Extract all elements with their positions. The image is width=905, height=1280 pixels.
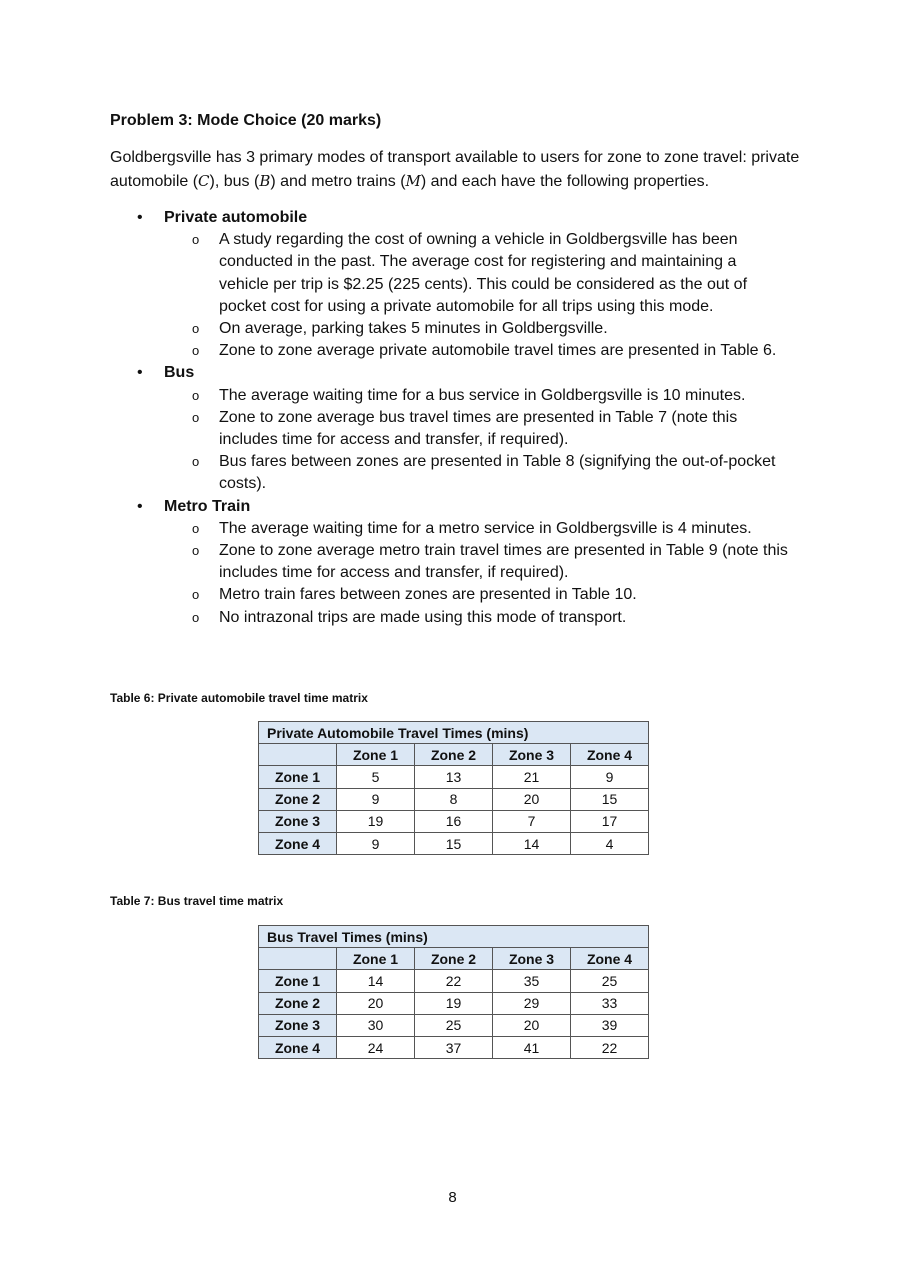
circle-bullet-icon: o (192, 343, 200, 359)
column-header: Zone 1 (337, 744, 415, 766)
column-header: Zone 3 (493, 948, 571, 970)
row-header: Zone 1 (259, 766, 337, 788)
corner-cell (259, 948, 337, 970)
table-row (259, 766, 649, 788)
list-item-text: Zone to zone average bus travel times are presented in Table 7 (note this includes time for access and transfer, if required). (219, 408, 738, 449)
table-cell: 14 (337, 970, 415, 992)
table-cell: 41 (493, 1036, 571, 1058)
list-item (164, 340, 789, 362)
row-header: Zone 3 (259, 1014, 337, 1036)
table-cell: 7 (493, 810, 571, 832)
table-cell: 29 (493, 992, 571, 1014)
list-item (164, 540, 789, 584)
list-item (164, 518, 789, 540)
intro-text-3: ) and metro trains ( (270, 172, 406, 190)
list-item-text: Zone to zone average metro train travel times are presented in Table 9 (note this includes time for access and transfer, if required). (219, 542, 788, 582)
sub-list (164, 385, 810, 496)
column-header: Zone 1 (337, 948, 415, 970)
column-header: Zone 2 (415, 744, 493, 766)
sub-list (164, 229, 810, 362)
circle-bullet-icon: o (192, 520, 200, 536)
list-item-text: On average, parking takes 5 minutes in Goldbergsville. (219, 320, 608, 338)
column-header: Zone 3 (493, 744, 571, 766)
table-cell: 9 (337, 788, 415, 810)
row-header: Zone 2 (259, 788, 337, 810)
table-cell: 8 (415, 788, 493, 810)
bullet-icon: • (137, 209, 143, 226)
table-row (259, 1014, 649, 1036)
row-header: Zone 2 (259, 992, 337, 1014)
table-cell: 9 (337, 832, 415, 854)
list-item-text: The average waiting time for a bus service in Goldbergsville is 10 minutes. (219, 386, 746, 404)
table-cell: 37 (415, 1036, 493, 1058)
mode-private-automobile (110, 207, 810, 362)
var-m: M (405, 171, 421, 190)
list-item-text: Metro train fares between zones are presented in Table 10. (219, 586, 637, 604)
intro-paragraph (110, 147, 810, 193)
list-item (164, 607, 789, 629)
table-6-caption: Table 6: Private automobile travel time matrix (110, 691, 368, 705)
table-7 (258, 925, 649, 1059)
bullet-icon: • (137, 364, 143, 382)
table-6 (258, 721, 649, 855)
column-header: Zone 2 (415, 948, 493, 970)
table-cell: 19 (415, 992, 493, 1014)
table-cell: 19 (337, 810, 415, 832)
sub-list (164, 518, 810, 629)
table-cell: 24 (337, 1036, 415, 1058)
problem-heading: Problem 3: Mode Choice (20 marks) (110, 112, 382, 129)
mode-title: Private automobile (164, 209, 308, 226)
intro-text-2: ), bus ( (209, 172, 260, 190)
circle-bullet-icon: o (192, 543, 200, 559)
table-cell: 20 (493, 1014, 571, 1036)
list-item (164, 451, 789, 495)
table-title: Bus Travel Times (mins) (259, 926, 649, 948)
row-header: Zone 4 (259, 1036, 337, 1058)
row-header: Zone 4 (259, 832, 337, 854)
table-cell: 22 (571, 1036, 649, 1058)
table-row (259, 788, 649, 810)
list-item-text: Bus fares between zones are presented in Table 8 (signifying the out-of-pocket costs). (219, 453, 776, 493)
mode-title: Bus (164, 364, 195, 382)
table-cell: 9 (571, 766, 649, 788)
var-c: C (198, 171, 210, 190)
table-cell: 20 (493, 788, 571, 810)
table-title: Private Automobile Travel Times (mins) (259, 722, 649, 744)
circle-bullet-icon: o (192, 609, 200, 625)
column-header: Zone 4 (571, 744, 649, 766)
table-cell: 13 (415, 766, 493, 788)
table-cell: 15 (571, 788, 649, 810)
table-row (259, 1036, 649, 1058)
page-number: 8 (448, 1189, 457, 1206)
list-item-text: A study regarding the cost of owning a vehicle in Goldbergsville has been conducted in the past. The average cost for registering and maintaining a vehicle per trip is $2.25 (225 cents). This could be considered as the out of pocket cost for using a private automobile for all trips using this mode. (219, 231, 748, 315)
table-cell: 22 (415, 970, 493, 992)
bullet-icon: • (137, 497, 143, 515)
intro-text-1: Goldbergsville has 3 primary modes of transport available to users for zone to zone travel: private automobile ( (110, 149, 800, 190)
table-row (259, 810, 649, 832)
circle-bullet-icon: o (192, 321, 200, 337)
list-item-text: Zone to zone average private automobile travel times are presented in Table 6. (219, 342, 777, 360)
table-cell: 35 (493, 970, 571, 992)
table-7-caption: Table 7: Bus travel time matrix (110, 894, 284, 908)
table-row (259, 992, 649, 1014)
table-row (259, 970, 649, 992)
table-cell: 21 (493, 766, 571, 788)
intro-text-4: ) and each have the following properties. (420, 172, 710, 190)
table-cell: 15 (415, 832, 493, 854)
row-header: Zone 1 (259, 970, 337, 992)
list-item (164, 584, 789, 606)
table-cell: 39 (571, 1014, 649, 1036)
circle-bullet-icon: o (192, 387, 200, 403)
corner-cell (259, 744, 337, 766)
list-item (164, 407, 789, 451)
list-item (164, 385, 789, 407)
table-cell: 16 (415, 810, 493, 832)
table-cell: 25 (571, 970, 649, 992)
list-item (164, 229, 789, 318)
table-row (259, 832, 649, 854)
table-cell: 25 (415, 1014, 493, 1036)
circle-bullet-icon: o (192, 454, 200, 470)
mode-metro-train (110, 496, 810, 629)
table-cell: 17 (571, 810, 649, 832)
circle-bullet-icon: o (192, 232, 200, 248)
column-header: Zone 4 (571, 948, 649, 970)
table-cell: 14 (493, 832, 571, 854)
mode-list (110, 207, 810, 629)
table-cell: 4 (571, 832, 649, 854)
table-cell: 20 (337, 992, 415, 1014)
list-item (164, 318, 789, 340)
circle-bullet-icon: o (192, 587, 200, 603)
table-cell: 5 (337, 766, 415, 788)
list-item-text: The average waiting time for a metro service in Goldbergsville is 4 minutes. (219, 519, 752, 537)
list-item-text: No intrazonal trips are made using this mode of transport. (219, 608, 627, 626)
table-cell: 30 (337, 1014, 415, 1036)
row-header: Zone 3 (259, 810, 337, 832)
mode-title: Metro Train (164, 497, 251, 515)
var-b: B (259, 171, 271, 190)
circle-bullet-icon: o (192, 409, 200, 425)
mode-bus (110, 362, 810, 495)
table-cell: 33 (571, 992, 649, 1014)
